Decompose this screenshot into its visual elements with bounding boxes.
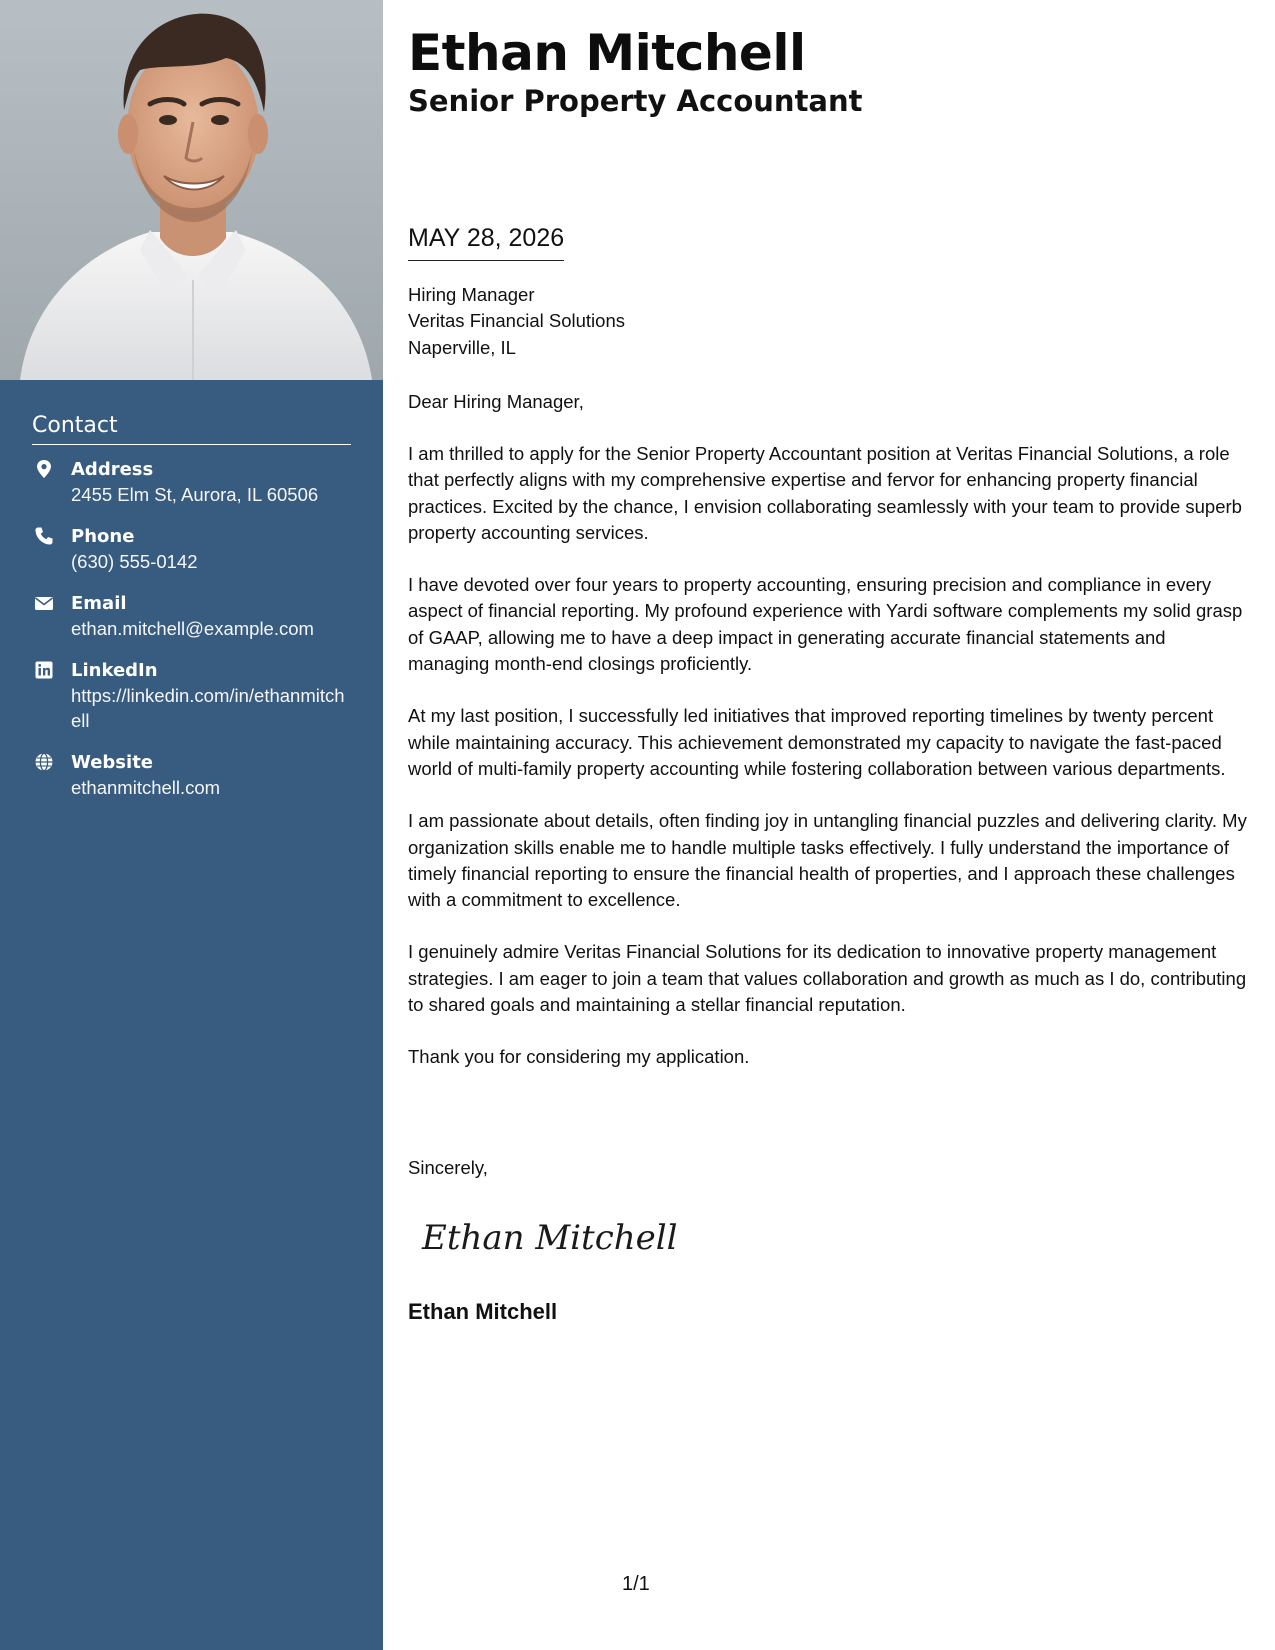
contact-section bbox=[32, 412, 351, 817]
envelope-icon bbox=[34, 593, 54, 613]
body-paragraph: I genuinely admire Veritas Financial Solutions for its dedication to innovative property management strategies. I am eager to join a team that values collaboration and growth as much as I do, contributing to shared goals and maintaining a stellar financial reputation. bbox=[408, 941, 1247, 1016]
letter-body bbox=[408, 441, 1250, 1097]
applicant-name: Ethan Mitchell bbox=[408, 24, 806, 82]
contact-item-phone bbox=[32, 524, 351, 574]
svg-text:Ethan Mitchell: Ethan Mitchell bbox=[422, 1218, 678, 1258]
contact-item-email bbox=[32, 591, 351, 641]
recipient-line: Veritas Financial Solutions bbox=[408, 310, 625, 332]
salutation: Dear Hiring Manager, bbox=[408, 391, 584, 412]
body-paragraph: Thank you for considering my application. bbox=[408, 1046, 750, 1068]
recipient-line: Naperville, IL bbox=[408, 336, 516, 358]
recipient-block bbox=[408, 282, 1250, 361]
contact-item-website bbox=[32, 750, 351, 800]
sidebar bbox=[0, 0, 383, 1650]
globe-icon bbox=[34, 752, 54, 772]
email-value[interactable]: ethan.mitchell@example.com bbox=[71, 618, 314, 639]
letter-date: MAY 28, 2026 bbox=[408, 222, 564, 261]
body-paragraph: I am thrilled to apply for the Senior Property Accountant position at Veritas Financial Solutions, a role that perfectly aligns with my comprehensive expertise and fervor for enhancing property financial practices. Excited by the chance, I envision collaborating seamlessly with your team to provide superb property accounting services. bbox=[408, 443, 1242, 543]
date-block bbox=[408, 222, 564, 261]
profile-photo bbox=[0, 0, 383, 380]
page-number: 1/1 bbox=[622, 1573, 650, 1595]
contact-label: Address bbox=[71, 459, 154, 480]
closing: Sincerely, bbox=[408, 1157, 488, 1178]
address-value: 2455 Elm St, Aurora, IL 60506 bbox=[71, 484, 319, 505]
contact-label: Phone bbox=[71, 526, 135, 547]
linkedin-value[interactable]: https://linkedin.com/in/ethanmitchell bbox=[71, 685, 345, 731]
location-pin-icon bbox=[34, 459, 54, 479]
contact-heading: Contact bbox=[32, 412, 351, 445]
signed-name: Ethan Mitchell bbox=[408, 1299, 558, 1324]
contact-item-address bbox=[32, 457, 351, 507]
phone-value: (630) 555-0142 bbox=[71, 551, 198, 572]
phone-icon bbox=[34, 526, 54, 546]
contact-item-linkedin bbox=[32, 658, 351, 733]
website-value[interactable]: ethanmitchell.com bbox=[71, 777, 221, 798]
letter-main bbox=[408, 0, 1250, 1650]
contact-label: Email bbox=[71, 593, 127, 614]
linkedin-icon bbox=[34, 660, 54, 680]
recipient-line: Hiring Manager bbox=[408, 284, 535, 305]
handwritten-signature bbox=[418, 1205, 678, 1265]
body-paragraph: I have devoted over four years to property accounting, ensuring precision and compliance in every aspect of financial reporting. My profound experience with Yardi software complements my solid grasp of GAAP, allowing me to have a deep impact in generating accurate financial statements and managing month-end closings proficiently. bbox=[408, 574, 1243, 675]
contact-label: Website bbox=[71, 752, 154, 773]
contact-label: LinkedIn bbox=[71, 660, 158, 681]
body-paragraph: I am passionate about details, often finding joy in untangling financial puzzles and delivering clarity. My organization skills enable me to handle multiple tasks effectively. I fully understand the importance of timely financial reporting to ensure the financial health of properties, and I approach these challenges with a commitment to excellence. bbox=[408, 810, 1247, 911]
job-title: Senior Property Accountant bbox=[408, 84, 863, 118]
body-paragraph: At my last position, I successfully led initiatives that improved reporting timelines by twenty percent while maintaining accuracy. This achievement demonstrated my capacity to navigate the fast-paced world of multi-family property accounting while fostering collaboration between various departments. bbox=[408, 705, 1226, 779]
